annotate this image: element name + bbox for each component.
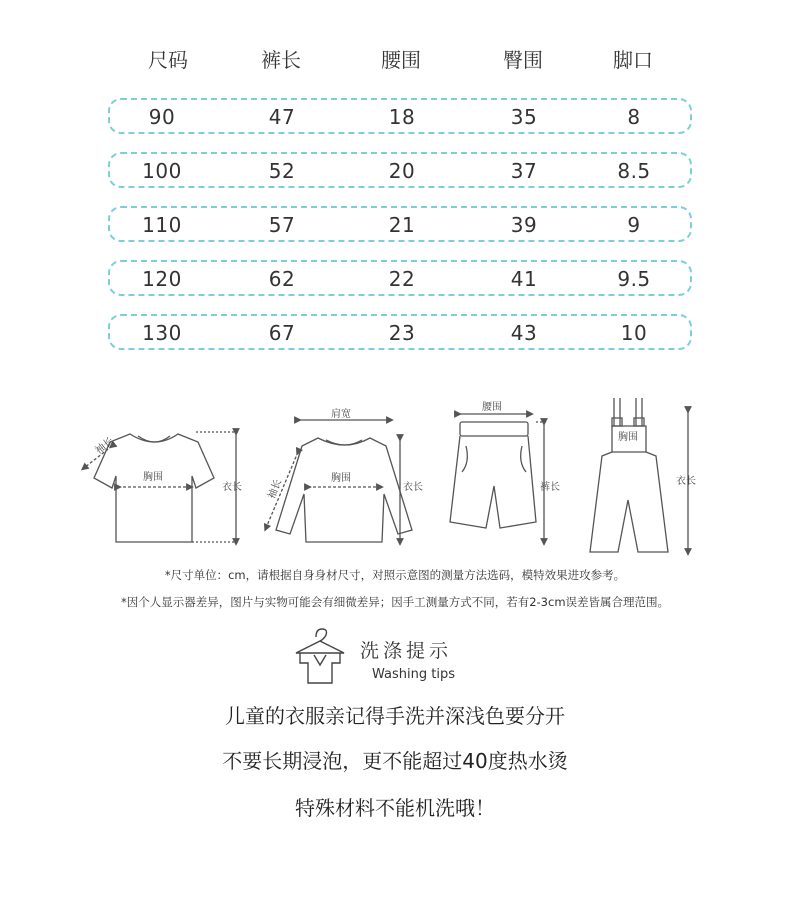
cell-waist: 23	[388, 321, 416, 345]
sweater-chest-label: 胸围	[331, 473, 351, 484]
size-row-130	[108, 314, 692, 350]
shorts-length-label: 裤长	[540, 482, 560, 493]
hanger-shirt-icon	[290, 625, 350, 687]
care-instruction-2: 不要长期浸泡，更不能超过40度热水烫	[222, 749, 568, 773]
cell-pants-length: 47	[268, 105, 296, 129]
size-row-90	[108, 98, 692, 134]
cell-waist: 20	[388, 159, 416, 183]
sweater-length-label: 衣长	[403, 482, 423, 493]
washing-title: 洗涤提示	[360, 640, 453, 662]
shorts-waist-label: 腰围	[482, 402, 502, 413]
cell-size: 120	[142, 267, 182, 291]
cell-waist: 21	[388, 213, 416, 237]
sweater-sleeve-label: 袖长	[266, 477, 285, 501]
tshirt-length-label: 衣长	[222, 482, 242, 493]
tshirt-sleeve-label: 袖长	[93, 435, 117, 457]
cell-hip: 35	[510, 105, 538, 129]
shorts-diagram	[450, 414, 548, 542]
cell-leg-opening: 10	[620, 321, 648, 345]
sweater-shoulder-label: 肩宽	[331, 409, 351, 420]
cell-leg-opening: 9.5	[617, 267, 651, 291]
cell-size: 100	[142, 159, 182, 183]
header-hip: 臀围	[503, 48, 543, 72]
washing-subtitle: Washing tips	[372, 667, 455, 682]
cell-leg-opening: 9	[627, 213, 641, 237]
size-table-header	[0, 44, 790, 76]
cell-pants-length: 62	[268, 267, 296, 291]
cell-hip: 43	[510, 321, 538, 345]
cell-pants-length: 52	[268, 159, 296, 183]
size-note: *尺寸单位：cm，请根据自身身材尺寸，对照示意图的测量方法选码，模特效果进攻参考。	[164, 568, 626, 582]
cell-hip: 39	[510, 213, 538, 237]
cell-leg-opening: 8	[627, 105, 641, 129]
cell-hip: 41	[510, 267, 538, 291]
cell-size: 110	[142, 213, 182, 237]
cell-leg-opening: 8.5	[617, 159, 651, 183]
size-row-110	[108, 206, 692, 242]
deviation-note: *因个人显示器差异，图片与实物可能会有细微差异；因手工测量方式不同，若有2-3cm误差皆属合理范围。	[120, 595, 670, 609]
overalls-chest-label: 胸围	[618, 432, 638, 443]
cell-hip: 37	[510, 159, 538, 183]
header-size: 尺码	[148, 48, 188, 72]
overalls-diagram	[590, 398, 688, 552]
measurement-diagrams	[0, 390, 790, 560]
header-waist: 腰围	[381, 48, 421, 72]
size-row-120	[108, 260, 692, 296]
header-pants-length: 裤长	[261, 48, 301, 72]
header-leg-opening: 脚口	[613, 48, 653, 72]
cell-waist: 18	[388, 105, 416, 129]
cell-pants-length: 57	[268, 213, 296, 237]
care-instruction-3: 特殊材料不能机洗哦！	[295, 796, 495, 820]
cell-pants-length: 67	[268, 321, 296, 345]
cell-waist: 22	[388, 267, 416, 291]
size-row-100	[108, 152, 692, 188]
overalls-length-label: 衣长	[676, 476, 696, 487]
cell-size: 90	[148, 105, 176, 129]
cell-size: 130	[142, 321, 182, 345]
tshirt-chest-label: 胸围	[143, 472, 163, 483]
care-instruction-1: 儿童的衣服亲记得手洗并深浅色要分开	[225, 704, 565, 728]
